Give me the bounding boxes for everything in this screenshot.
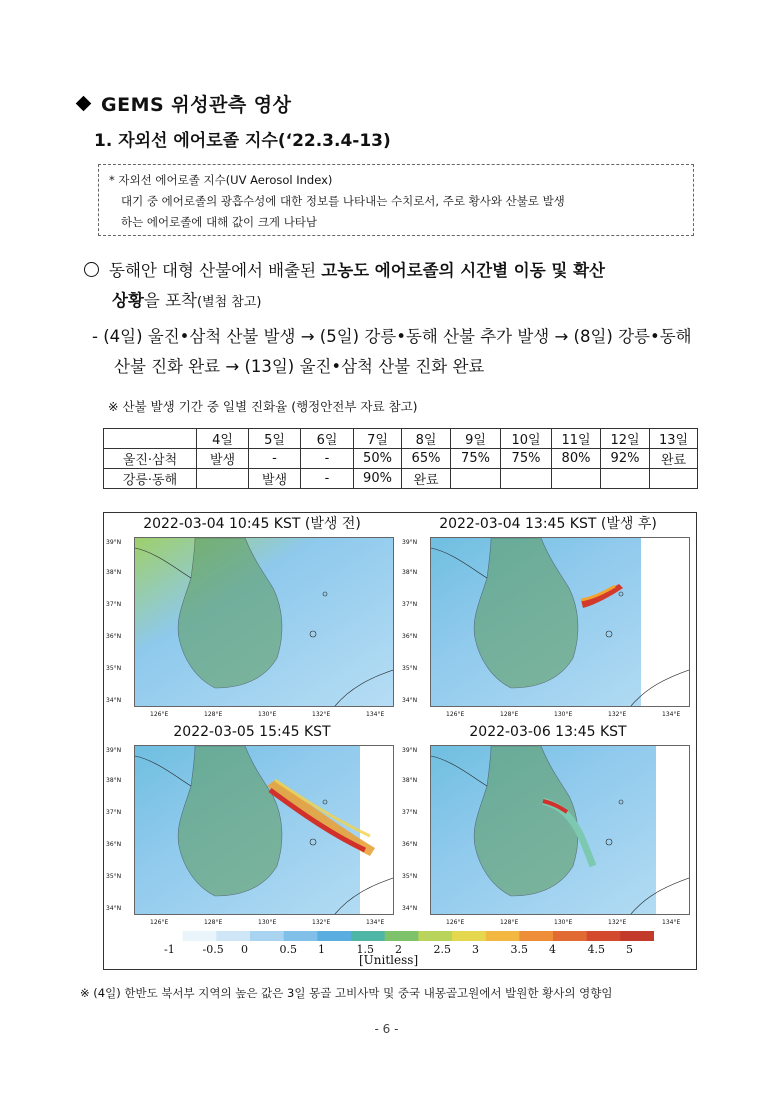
longitude-label: 130°E: [554, 711, 573, 718]
highlight-text: 상황: [112, 291, 144, 310]
map-panel: [104, 721, 400, 931]
longitude-label: 126°E: [446, 711, 465, 718]
colorbar-segment: [385, 931, 419, 941]
map-panel: [400, 513, 696, 723]
footnote: ※ (4일) 한반도 북서부 지역의 높은 값은 3일 몽골 고비사막 및 중국 내몽골고원에서 발원한 황사의 영향임: [80, 986, 613, 1000]
latitude-label: 34°N: [402, 905, 418, 912]
colorbar-segment: [216, 931, 250, 941]
latitude-label: 35°N: [106, 873, 122, 880]
longitude-label: 134°E: [366, 919, 385, 926]
definition-line: 하는 에어로졸에 대해 값이 크게 나타남: [121, 215, 318, 229]
colorbar-segment: [452, 931, 486, 941]
colorbar-segment: [149, 931, 183, 941]
colorbar-tick-label: 3.5: [510, 943, 528, 956]
longitude-label: 134°E: [662, 919, 681, 926]
map-panel-title: 2022-03-05 15:45 KST: [173, 724, 331, 740]
colorbar-tick-label: 4: [549, 943, 556, 956]
latitude-label: 39°N: [402, 539, 418, 546]
aerosol-map: [430, 537, 690, 707]
containment-table: [103, 428, 698, 489]
colorbar-segment: [418, 931, 452, 941]
longitude-label: 130°E: [258, 919, 277, 926]
longitude-label: 130°E: [554, 919, 573, 926]
circle-bullet-icon: [84, 262, 99, 277]
colorbar-tick-label: 2: [395, 943, 402, 956]
latitude-label: 34°N: [402, 697, 418, 704]
satellite-map-figure: [103, 512, 697, 970]
latitude-label: 37°N: [106, 809, 122, 816]
definition-box: [98, 164, 694, 236]
latitude-label: 35°N: [402, 665, 418, 672]
longitude-label: 128°E: [204, 711, 223, 718]
map-panel-title: 2022-03-06 13:45 KST: [469, 724, 627, 740]
latitude-label: 35°N: [106, 665, 122, 672]
longitude-label: 132°E: [608, 711, 627, 718]
longitude-label: 134°E: [662, 711, 681, 718]
latitude-label: 36°N: [106, 633, 122, 640]
latitude-label: 37°N: [106, 601, 122, 608]
colorbar-tick-label: 5: [626, 943, 633, 956]
longitude-label: 126°E: [150, 711, 169, 718]
latitude-label: 36°N: [106, 841, 122, 848]
latitude-label: 37°N: [402, 601, 418, 608]
bullet-paragraph-2: - (4일) 울진•삼척 산불 발생 → (5일) 강릉•동해 산불 추가 발생 → (8일) 강릉•동해 산불 진화 완료 → (13일) 울진•삼척 산불 진화 완료: [92, 327, 692, 376]
colorbar-tick-label: -1: [164, 943, 175, 956]
latitude-label: 39°N: [106, 747, 122, 754]
longitude-label: 126°E: [446, 919, 465, 926]
longitude-label: 128°E: [204, 919, 223, 926]
definition-line: 대기 중 에어로졸의 광흡수성에 대한 정보를 나타내는 수치로서, 주로 황사와 산불로 발생: [121, 194, 565, 208]
longitude-label: 126°E: [150, 919, 169, 926]
definition-heading: * 자외선 에어로졸 지수(UV Aerosol Index): [109, 173, 333, 187]
colorbar-tick-label: 2.5: [433, 943, 451, 956]
longitude-label: 128°E: [500, 711, 519, 718]
page-number: - 6 -: [374, 1022, 399, 1036]
longitude-label: 130°E: [258, 711, 277, 718]
longitude-label: 132°E: [608, 919, 627, 926]
map-panel: [104, 513, 400, 723]
colorbar-segment: [284, 931, 318, 941]
latitude-label: 34°N: [106, 905, 122, 912]
map-panel-title: 2022-03-04 10:45 KST (발생 전): [143, 516, 361, 532]
table-note: ※ 산불 발생 기간 중 일별 진화율 (행정안전부 자료 참고): [108, 399, 418, 414]
longitude-label: 132°E: [312, 919, 331, 926]
colorbar-segment: [250, 931, 284, 941]
colorbar-tick-label: 1: [318, 943, 325, 956]
colorbar-tick-label: 1.5: [356, 943, 374, 956]
colorbar-segment: [317, 931, 351, 941]
subsection-title: 1. 자외선 에어로졸 지수(‘22.3.4-13): [94, 131, 391, 151]
longitude-label: 134°E: [366, 711, 385, 718]
map-panel: [400, 721, 696, 931]
colorbar-tick-label: 4.5: [587, 943, 605, 956]
latitude-label: 37°N: [402, 809, 418, 816]
latitude-label: 36°N: [402, 841, 418, 848]
section-title: GEMS 위성관측 영상: [78, 90, 292, 117]
aerosol-map: [134, 745, 394, 915]
colorbar-segment: [183, 931, 217, 941]
aerosol-map: [134, 537, 394, 707]
colorbar-unit: [Unitless]: [359, 953, 419, 967]
latitude-label: 36°N: [402, 633, 418, 640]
latitude-label: 39°N: [106, 539, 122, 546]
colorbar: [149, 931, 654, 941]
latitude-label: 38°N: [106, 569, 122, 576]
latitude-label: 38°N: [402, 569, 418, 576]
longitude-label: 128°E: [500, 919, 519, 926]
table-row: 강릉·동해 발생 - 90% 완료: [104, 469, 698, 489]
aerosol-map: [430, 745, 690, 915]
latitude-label: 39°N: [402, 747, 418, 754]
longitude-label: 132°E: [312, 711, 331, 718]
bullet-paragraph-1: 동해안 대형 산불에서 배출된 고농도 에어로졸의 시간별 이동 및 확산 상황을 포착(별첨 참고): [84, 256, 704, 318]
colorbar-tick-label: -0.5: [202, 943, 224, 956]
colorbar-segment: [553, 931, 587, 941]
table-header-row: 4일 5일 6일 7일 8일 9일 10일 11일 12일 13일: [104, 429, 698, 449]
latitude-label: 38°N: [106, 777, 122, 784]
latitude-label: 35°N: [402, 873, 418, 880]
highlight-text: 고농도 에어로졸의 시간별 이동 및 확산: [321, 261, 605, 280]
diamond-bullet-icon: [76, 96, 92, 112]
latitude-label: 38°N: [402, 777, 418, 784]
colorbar-segment: [486, 931, 520, 941]
map-panel-title: 2022-03-04 13:45 KST (발생 후): [439, 516, 657, 532]
colorbar-tick-label: 0.5: [279, 943, 297, 956]
latitude-label: 34°N: [106, 697, 122, 704]
colorbar-segment: [519, 931, 553, 941]
colorbar-tick-label: 3: [472, 943, 479, 956]
colorbar-segment: [351, 931, 385, 941]
colorbar-segment: [620, 931, 654, 941]
table-row: 울진·삼척 발생 - - 50% 65% 75% 75% 80% 92% 완료: [104, 449, 698, 469]
colorbar-segment: [587, 931, 621, 941]
colorbar-tick-label: 0: [241, 943, 248, 956]
